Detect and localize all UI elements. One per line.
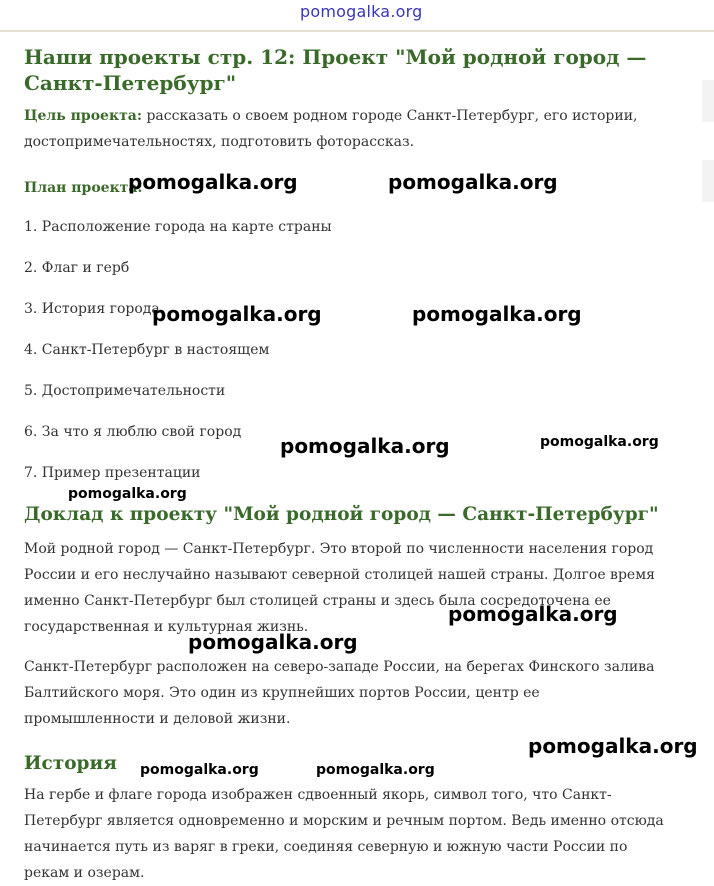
report-heading: Доклад к проекту "Мой родной город — Санкт-Петербург" (24, 504, 659, 525)
watermark: pomogalka.org (540, 434, 659, 450)
report-paragraph: Санкт-Петербург расположен на северо-западе России, на берегах Финского залива Балтийского моря. Это один из крупнейших портов России, центр ее промышленности и деловой жизни. (24, 659, 655, 727)
project-goal (24, 103, 664, 155)
watermark: pomogalka.org (412, 302, 582, 326)
watermark: pomogalka.org (528, 734, 698, 758)
watermark: pomogalka.org (188, 630, 358, 654)
list-item: 1. Расположение города на карте страны (24, 219, 332, 235)
watermark: pomogalka.org (280, 434, 450, 458)
header-divider (0, 30, 714, 32)
watermark: pomogalka.org (448, 602, 618, 626)
watermark: pomogalka.org (68, 486, 187, 502)
history-paragraph: На гербе и флаге города изображен сдвоенный якорь, символ того, что Санкт-Петербург является одновременно и морским и речным портом. Ведь именно отсюда начинается путь из варяг в греки, соединяя северную и южную части России по рекам и озерам. (24, 787, 664, 881)
watermark: pomogalka.org (128, 170, 298, 194)
watermark: pomogalka.org (316, 762, 435, 778)
page-title: Наши проекты стр. 12: Проект "Мой родной город — Санкт-Петербург" (24, 45, 647, 95)
list-item: 3. История города (24, 301, 160, 317)
article (24, 44, 664, 886)
plan-label-row (24, 175, 664, 201)
plan-label: План проекта: (24, 180, 143, 196)
list-item: 5. Достопримечательности (24, 383, 226, 399)
history-heading: История (24, 753, 117, 774)
side-panel-edge (702, 80, 714, 122)
goal-label: Цель проекта: (24, 108, 142, 124)
list-item: 4. Санкт-Петербург в настоящем (24, 342, 270, 358)
goal-text: рассказать о своем родном городе Санкт-Петербург, его истории, достопримечательностях, подготовить фоторассказ. (24, 108, 638, 150)
watermark: pomogalka.org (388, 170, 558, 194)
watermark: pomogalka.org (140, 762, 259, 778)
report-paragraph: Мой родной город — Санкт-Петербург. Это второй по численности населения город России и его неслучайно называют северной столицей нашей страны. Долгое время именно Санкт-Петербург был столицей страны и здесь была сосредоточена ее государственная и культурная жизнь. (24, 541, 655, 635)
list-item: 6. За что я люблю свой город (24, 424, 242, 440)
watermark: pomogalka.org (152, 302, 322, 326)
site-watermark-header: pomogalka.org (300, 2, 423, 21)
list-item: 2. Флаг и герб (24, 260, 130, 276)
side-panel-edge (702, 160, 714, 202)
list-item: 7. Пример презентации (24, 465, 201, 481)
